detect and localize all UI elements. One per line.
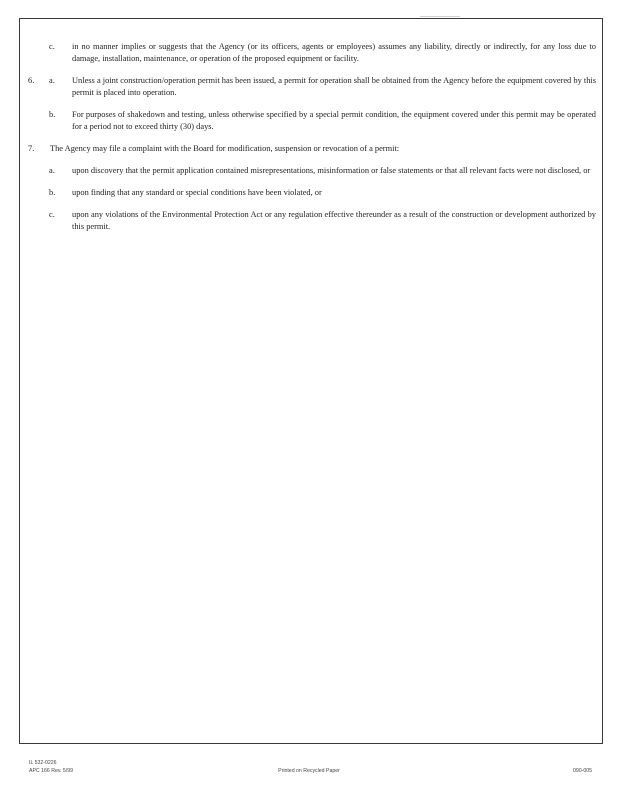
condition-7b-letter: b. bbox=[49, 188, 56, 197]
condition-6b-letter: b. bbox=[49, 110, 56, 119]
condition-7-number: 7. bbox=[28, 144, 35, 153]
footer-recycled-note: Printed on Recycled Paper bbox=[278, 768, 340, 774]
condition-5c-text: in no manner implies or suggests that the Agency (or its officers, agents or employees) assumes any liability, directly or indirectly, for any loss due to damage, installation, maintenance, or operation of the proposed equipment or facility. bbox=[72, 42, 596, 63]
condition-7a-letter: a. bbox=[49, 166, 55, 175]
condition-5c bbox=[28, 41, 596, 65]
condition-7c-letter: c. bbox=[49, 210, 55, 219]
condition-6b bbox=[28, 109, 596, 133]
condition-6b-text: For purposes of shakedown and testing, unless otherwise specified by a special permit condition, the equipment covered under this permit may be operated for a period not to exceed thirty (30) days. bbox=[72, 110, 596, 131]
condition-5c-letter: c. bbox=[49, 42, 55, 51]
permit-conditions-body bbox=[28, 41, 596, 233]
condition-6a bbox=[28, 75, 596, 99]
condition-7b-text: upon finding that any standard or special conditions have been violated, or bbox=[72, 188, 322, 197]
condition-6a-text: Unless a joint construction/operation permit has been issued, a permit for operation shall be obtained from the Agency before the equipment covered by this permit is placed into operation. bbox=[72, 76, 596, 97]
condition-7 bbox=[28, 143, 596, 155]
condition-7b bbox=[28, 187, 596, 199]
condition-7a-text: upon discovery that the permit application contained misrepresentations, misinformation or false statements or that all relevant facts were not disclosed, or bbox=[72, 166, 591, 175]
condition-7-intro: The Agency may file a complaint with the Board for modification, suspension or revocation of a permit: bbox=[50, 144, 400, 153]
condition-7c bbox=[28, 209, 596, 233]
condition-6a-letter: a. bbox=[49, 76, 55, 85]
condition-7a bbox=[28, 165, 596, 177]
condition-7c-text: upon any violations of the Environmental Protection Act or any regulation effective thereunder as a result of the construction or development authorized by this permit. bbox=[72, 210, 596, 231]
condition-6-number: 6. bbox=[28, 76, 35, 85]
footer-page-code: 090-005 bbox=[572, 768, 592, 774]
footer-form-id: IL 532-0226 bbox=[29, 760, 57, 766]
scan-artifact bbox=[420, 16, 460, 17]
footer-form-rev: APC 166 Rev. 5/99 bbox=[29, 768, 74, 774]
